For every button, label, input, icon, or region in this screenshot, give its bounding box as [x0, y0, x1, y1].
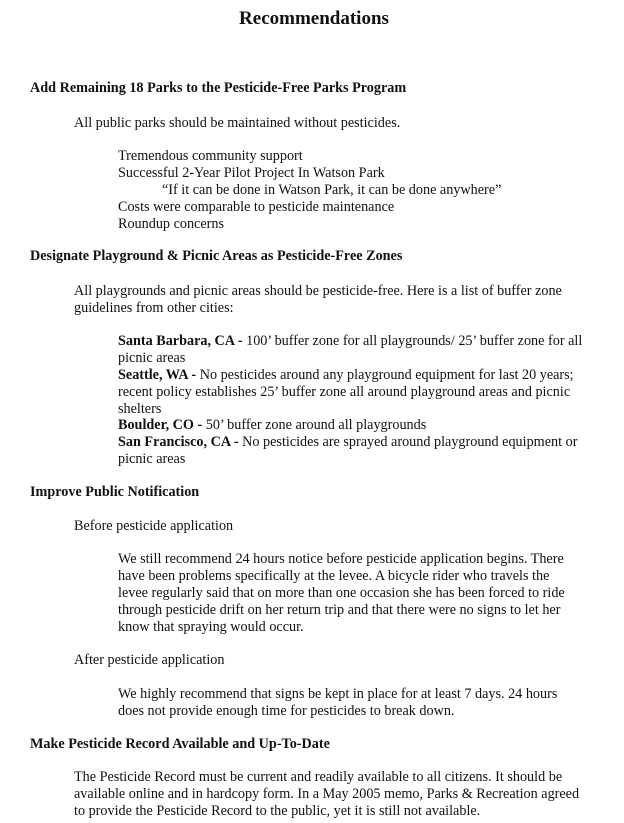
- city-name: Seattle, WA -: [118, 367, 197, 383]
- city-entry-seattle: [118, 367, 574, 384]
- section-heading-pesticide-free-parks: Add Remaining 18 Parks to the Pesticide-Free Parks Program: [30, 80, 407, 96]
- city-guideline-cont: picnic areas: [118, 350, 186, 366]
- section-intro-line: guidelines from other cities:: [74, 300, 234, 316]
- paragraph-line: The Pesticide Record must be current and readily available to all citizens. It should be: [74, 769, 563, 785]
- section-intro-line: All playgrounds and picnic areas should be pesticide-free. Here is a list of buffer zone: [74, 283, 562, 299]
- section-heading-pesticide-free-zones: Designate Playground & Picnic Areas as Pesticide-Free Zones: [30, 248, 403, 264]
- subsection-label-after: After pesticide application: [74, 652, 225, 668]
- section-heading-public-notification: Improve Public Notification: [30, 484, 200, 500]
- city-guideline: No pesticides around any playground equipment for last 20 years;: [196, 367, 574, 383]
- paragraph-line: levee regularly said that on more than one occasion she has been forced to ride: [118, 585, 565, 601]
- paragraph-line: We still recommend 24 hours notice before pesticide application begins. There: [118, 551, 564, 567]
- city-entry-boulder: [118, 417, 426, 434]
- city-name: Boulder, CO -: [118, 417, 203, 433]
- city-name: Santa Barbara, CA -: [118, 333, 243, 349]
- city-entry-san-francisco: [118, 434, 577, 451]
- city-guideline: No pesticides are sprayed around playground equipment or: [238, 434, 578, 450]
- paragraph-line: We highly recommend that signs be kept in place for at least 7 days. 24 hours: [118, 686, 558, 702]
- list-item: Successful 2-Year Pilot Project In Watson Park: [118, 165, 385, 181]
- city-guideline-cont: shelters: [118, 401, 162, 417]
- paragraph-line: does not provide enough time for pesticides to break down.: [118, 703, 455, 719]
- city-guideline: 50’ buffer zone around all playgrounds: [202, 417, 427, 433]
- page-title: Recommendations: [239, 8, 389, 29]
- paragraph-line: have been problems specifically at the levee. A bicycle rider who travels the: [118, 568, 550, 584]
- paragraph-line: to provide the Pesticide Record to the public, yet it is still not available.: [74, 803, 481, 819]
- city-entry-santa-barbara: [118, 333, 582, 350]
- paragraph-line: know that spraying would occur.: [118, 619, 304, 635]
- list-item: Tremendous community support: [118, 148, 303, 164]
- paragraph-line: available online and in hardcopy form. In a May 2005 memo, Parks & Recreation agreed: [74, 786, 580, 802]
- section-heading-pesticide-record: Make Pesticide Record Available and Up-To-Date: [30, 736, 330, 752]
- list-item: Costs were comparable to pesticide maintenance: [118, 199, 395, 215]
- city-guideline-cont: picnic areas: [118, 451, 186, 467]
- city-name: San Francisco, CA -: [118, 434, 239, 450]
- city-guideline: 100’ buffer zone for all playgrounds/ 25’ buffer zone for all: [242, 333, 583, 349]
- paragraph-line: through pesticide drift on her return trip and that there were no signs to let her: [118, 602, 561, 618]
- quote: “If it can be done in Watson Park, it can be done anywhere”: [162, 182, 502, 198]
- section-intro: All public parks should be maintained without pesticides.: [74, 115, 401, 131]
- city-guideline-cont: recent policy establishes 25’ buffer zone all around playground areas and picnic: [118, 384, 571, 400]
- subsection-label-before: Before pesticide application: [74, 518, 234, 534]
- list-item: Roundup concerns: [118, 216, 224, 232]
